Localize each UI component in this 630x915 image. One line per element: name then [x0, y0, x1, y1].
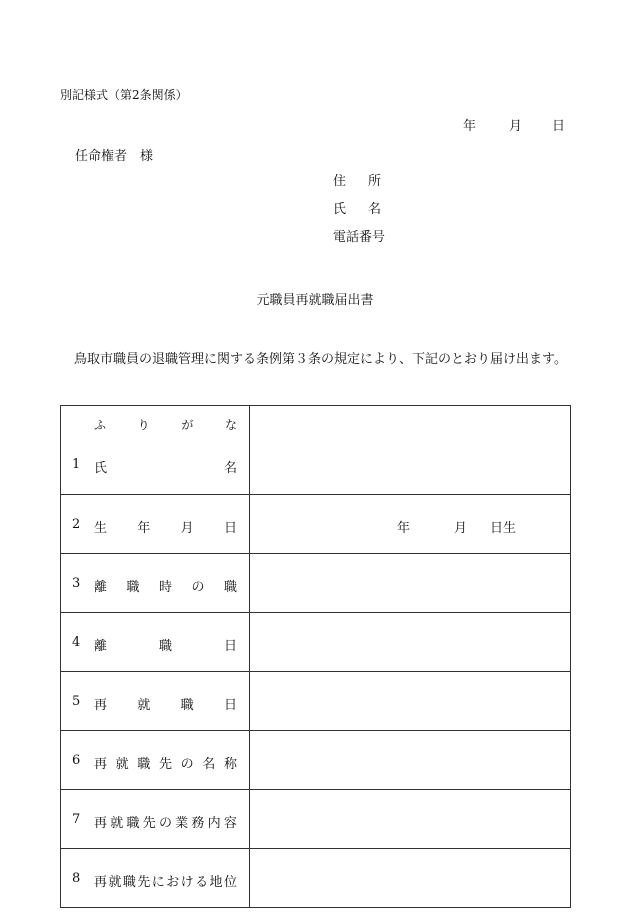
table-row — [61, 554, 571, 613]
label-cell — [61, 672, 250, 731]
row-number: 3 — [72, 576, 81, 591]
table-row — [61, 406, 571, 495]
label-cell — [61, 849, 250, 908]
label-cell — [61, 495, 250, 554]
birth-month-unit: 月 — [454, 521, 468, 536]
applicant-info — [333, 173, 385, 257]
row-number: 6 — [72, 753, 81, 768]
row-label: 離 職 日 — [94, 639, 237, 654]
furigana-label: ふ り が な — [94, 418, 237, 432]
employer-name-cell[interactable] — [250, 731, 571, 790]
row-number: 8 — [72, 871, 81, 886]
row-number: 2 — [72, 517, 81, 532]
name-label: 氏 名 — [333, 202, 382, 217]
date-day: 日 — [552, 119, 566, 134]
form-label: 別記様式（第2条関係） — [60, 88, 188, 102]
row-number: 7 — [72, 812, 81, 827]
row-number: 4 — [72, 635, 81, 650]
row-label: 再 就 職 先 に お け る 地 位 — [94, 875, 237, 890]
body-text: 鳥取市職員の退職管理に関する条例第３条の規定により、下記のとおり届け出ます。 — [74, 352, 567, 367]
table-row — [61, 849, 571, 908]
retirement-date-cell[interactable] — [250, 613, 571, 672]
job-title-cell[interactable] — [250, 849, 571, 908]
table-row — [61, 495, 571, 554]
date-month: 月 — [509, 119, 523, 134]
row-label: 再 就 職 日 — [94, 698, 237, 713]
addressee: 任命権者 様 — [75, 149, 154, 164]
birth-year-unit: 年 — [397, 521, 411, 536]
label-cell — [61, 790, 250, 849]
name-value-cell[interactable] — [250, 406, 571, 495]
row-label: 離 職 時 の 職 — [94, 580, 237, 595]
birth-day-unit: 日生 — [490, 521, 517, 536]
phone-label: 電話番号 — [333, 230, 386, 245]
birthdate-value-cell[interactable] — [250, 495, 571, 554]
label-cell — [61, 731, 250, 790]
row-label: 氏 名 — [94, 461, 237, 476]
table-row — [61, 731, 571, 790]
row-number: 1 — [72, 457, 81, 472]
reemployment-date-cell[interactable] — [250, 672, 571, 731]
row-number: 5 — [72, 694, 81, 709]
label-cell — [61, 613, 250, 672]
date-line — [463, 115, 565, 134]
job-description-cell[interactable] — [250, 790, 571, 849]
address-label: 住 所 — [333, 174, 382, 189]
table-row — [61, 672, 571, 731]
table-row — [61, 790, 571, 849]
row-label: 再 就 職 先 の 業 務 内 容 — [94, 816, 237, 831]
label-cell — [61, 406, 250, 495]
label-cell — [61, 554, 250, 613]
table-row — [61, 613, 571, 672]
row-label: 再 就 職 先 の 名 称 — [94, 757, 237, 772]
row-label: 生 年 月 日 — [94, 521, 237, 536]
form-table — [60, 405, 571, 908]
date-year: 年 — [463, 119, 477, 134]
document-title: 元職員再就職届出書 — [256, 293, 374, 308]
position-at-retirement-cell[interactable] — [250, 554, 571, 613]
